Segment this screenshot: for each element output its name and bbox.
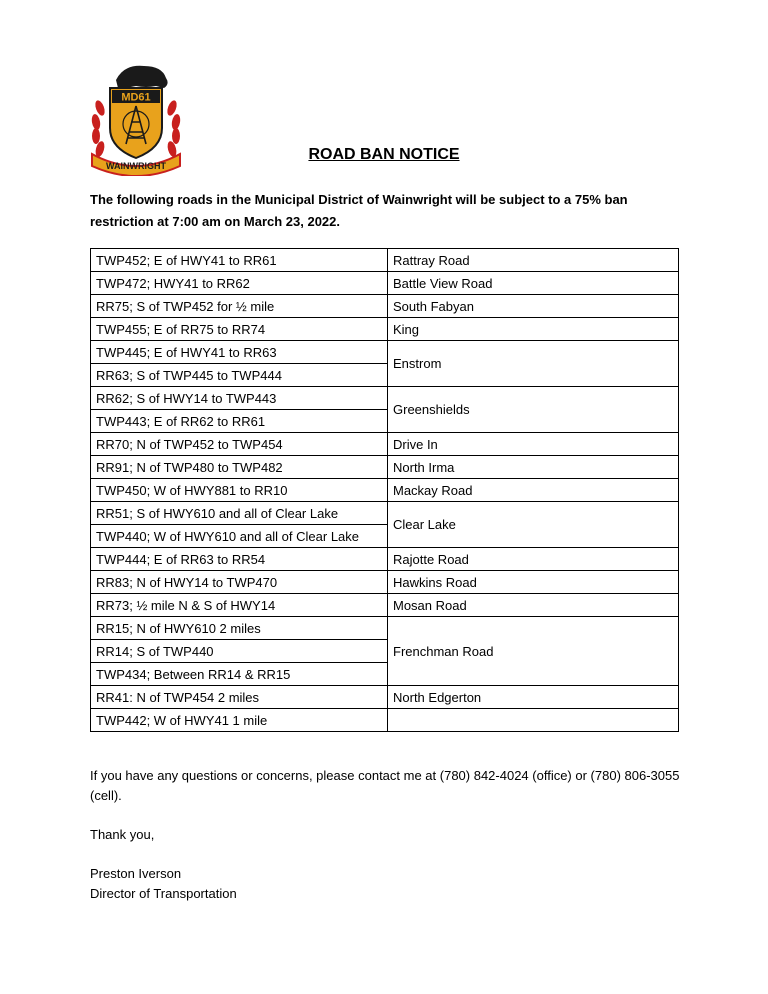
contact-paragraph: If you have any questions or concerns, please contact me at (780) 842-4024 (office) or (780) 806-3055 (cell). <box>90 768 680 803</box>
table-row <box>91 571 679 594</box>
table-row <box>91 594 679 617</box>
road-segment-cell: TWP443; E of RR62 to RR61 <box>91 410 388 433</box>
road-segment-cell: RR14; S of TWP440 <box>91 640 388 663</box>
road-segment-cell: RR41: N of TWP454 2 miles <box>91 686 388 709</box>
road-ban-table <box>90 248 679 732</box>
road-area-cell: Frenchman Road <box>388 617 679 686</box>
road-area-cell: Drive In <box>388 433 679 456</box>
road-segment-cell: TWP444; E of RR63 to RR54 <box>91 548 388 571</box>
table-row <box>91 249 679 272</box>
road-area-cell: North Edgerton <box>388 686 679 709</box>
table-row <box>91 387 679 410</box>
table-row <box>91 295 679 318</box>
road-segment-cell: TWP442; W of HWY41 1 mile <box>91 709 388 732</box>
road-segment-cell: TWP452; E of HWY41 to RR61 <box>91 249 388 272</box>
table-row <box>91 548 679 571</box>
road-area-cell: Enstrom <box>388 341 679 387</box>
table-row <box>91 341 679 364</box>
road-area-cell: Rajotte Road <box>388 548 679 571</box>
road-area-cell <box>388 709 679 732</box>
table-row <box>91 686 679 709</box>
road-segment-cell: TWP450; W of HWY881 to RR10 <box>91 479 388 502</box>
road-segment-cell: RR91; N of TWP480 to TWP482 <box>91 456 388 479</box>
table-row <box>91 456 679 479</box>
road-segment-cell: RR62; S of HWY14 to TWP443 <box>91 387 388 410</box>
table-row <box>91 272 679 295</box>
road-area-cell: Mosan Road <box>388 594 679 617</box>
signature-name: Preston Iverson <box>90 866 182 881</box>
signature-title: Director of Transportation <box>90 886 237 901</box>
road-segment-cell: RR15; N of HWY610 2 miles <box>91 617 388 640</box>
road-area-cell: Battle View Road <box>388 272 679 295</box>
road-area-cell: King <box>388 318 679 341</box>
intro-paragraph: The following roads in the Municipal District of Wainwright will be subject to a 75% ban restriction at 7:00 am on March 23, 2022. <box>90 192 628 229</box>
road-area-cell: Rattray Road <box>388 249 679 272</box>
road-area-cell: South Fabyan <box>388 295 679 318</box>
road-segment-cell: RR75; S of TWP452 for ½ mile <box>91 295 388 318</box>
road-area-cell: Hawkins Road <box>388 571 679 594</box>
road-segment-cell: TWP440; W of HWY610 and all of Clear Lake <box>91 525 388 548</box>
road-area-cell: Greenshields <box>388 387 679 433</box>
table-row <box>91 433 679 456</box>
road-area-cell: Clear Lake <box>388 502 679 548</box>
road-segment-cell: TWP445; E of HWY41 to RR63 <box>91 341 388 364</box>
road-segment-cell: RR83; N of HWY14 to TWP470 <box>91 571 388 594</box>
road-segment-cell: RR51; S of HWY610 and all of Clear Lake <box>91 502 388 525</box>
road-segment-cell: RR70; N of TWP452 to TWP454 <box>91 433 388 456</box>
road-segment-cell: TWP434; Between RR14 & RR15 <box>91 663 388 686</box>
table-row <box>91 502 679 525</box>
svg-text:MD61: MD61 <box>121 91 151 104</box>
table-row <box>91 479 679 502</box>
closing-text: Thank you, <box>90 827 155 842</box>
table-row <box>91 318 679 341</box>
svg-text:WAINWRIGHT: WAINWRIGHT <box>106 161 166 171</box>
table-row <box>91 709 679 732</box>
road-area-cell: North Irma <box>388 456 679 479</box>
table-row <box>91 617 679 640</box>
road-segment-cell: RR73; ½ mile N & S of HWY14 <box>91 594 388 617</box>
page-title: ROAD BAN NOTICE <box>308 146 460 163</box>
road-segment-cell: RR63; S of TWP445 to TWP444 <box>91 364 388 387</box>
road-segment-cell: TWP455; E of RR75 to RR74 <box>91 318 388 341</box>
road-segment-cell: TWP472; HWY41 to RR62 <box>91 272 388 295</box>
road-area-cell: Mackay Road <box>388 479 679 502</box>
